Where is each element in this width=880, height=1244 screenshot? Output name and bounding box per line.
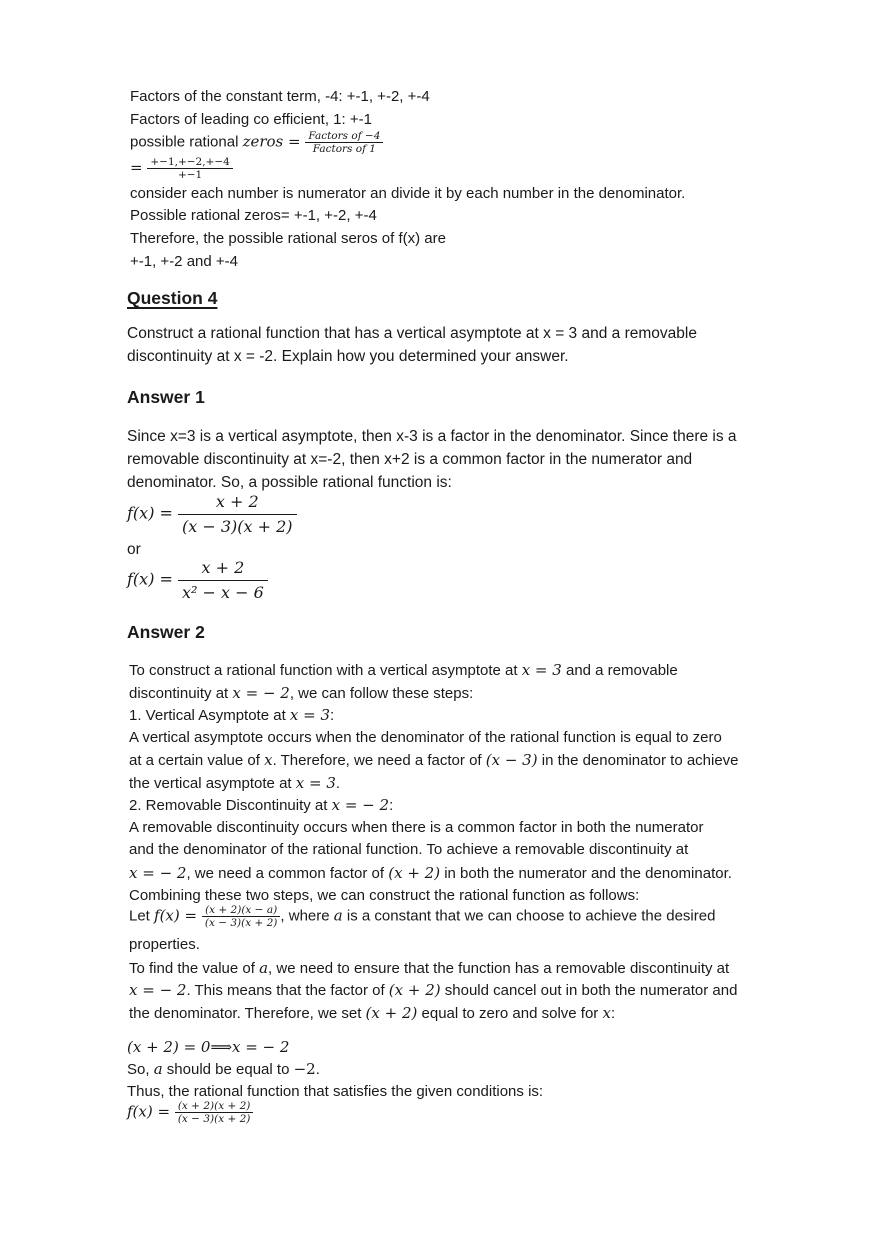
math-segment: x = − 2	[129, 981, 187, 999]
fraction-numerator: +−1,+−2,+−4	[147, 156, 233, 169]
text-segment: Let	[129, 907, 155, 925]
function-lhs: f(x) =	[154, 906, 202, 925]
zeros-result-line: +-1, +-2 and +-4	[130, 253, 238, 270]
math-segment: x	[264, 751, 273, 769]
answer-2-line-13: properties.	[129, 936, 200, 953]
text-segment: should be equal to	[162, 1061, 294, 1078]
text-segment: :	[389, 797, 394, 814]
text-segment: discontinuity at	[129, 685, 233, 702]
text-segment: equal to zero and solve for	[417, 1005, 603, 1022]
math-segment: a	[333, 906, 343, 925]
text-segment: , we need a common factor of	[186, 865, 389, 882]
answer-2-line-16	[129, 1003, 615, 1024]
text-segment: So,	[127, 1061, 154, 1078]
constant-factors-line: Factors of the constant term, -4: +-1, +-2, +-4	[130, 88, 430, 105]
math-segment: x = − 2	[129, 864, 187, 882]
text-segment: To find the value of	[129, 960, 260, 977]
math-segment: x = 3	[295, 774, 336, 792]
text-segment: To construct a rational function with a vertical asymptote at	[129, 662, 522, 679]
text-segment: at a certain value of	[129, 752, 265, 769]
text-segment: and a removable	[561, 662, 678, 679]
text-segment: . Therefore, we need a factor of	[272, 752, 486, 769]
math-segment: (x + 2)	[388, 981, 441, 999]
math-segment: x = 3	[521, 661, 562, 679]
answer-2-line-3	[129, 705, 334, 726]
fraction-numerator: Factors of −4	[305, 130, 383, 143]
fraction-denominator: +−1	[177, 169, 203, 181]
text-segment: :	[330, 707, 335, 724]
function-lhs: f(x) =	[127, 503, 179, 523]
answer-2-line-11: Combining these two steps, we can construct the rational function as follows:	[129, 887, 640, 904]
answer-2-line-2	[129, 683, 473, 704]
text-segment: .	[335, 775, 341, 792]
math-segment: a	[153, 1060, 163, 1078]
text-segment: , we need to ensure that the function has a removable discontinuity at	[268, 960, 730, 977]
or-text: or	[127, 541, 141, 558]
function-lhs: f(x) =	[127, 1102, 175, 1121]
answer-2-heading: Answer 2	[127, 622, 205, 642]
answer-2-equation: (x + 2) = 0⟹x = − 2	[127, 1038, 290, 1056]
text-segment: , we can follow these steps:	[289, 685, 474, 702]
final-fraction	[175, 1100, 254, 1125]
text-segment: 1. Vertical Asymptote at	[129, 707, 290, 724]
function-2	[127, 557, 268, 604]
answer-2-line-4: A vertical asymptote occurs when the denominator of the rational function is equal to zero	[129, 729, 722, 746]
fraction-numerator: (x + 2)(x − a)	[202, 904, 281, 917]
fraction-denominator: x² − x − 6	[182, 583, 264, 602]
fraction-numerator: x + 2	[178, 557, 268, 581]
math-segment: a	[259, 959, 269, 977]
text-segment: is a constant that we can choose to achieve the desired	[342, 907, 716, 925]
text-segment: .	[315, 1061, 320, 1078]
answer-2-line-15	[129, 980, 737, 1001]
zeros-variable: zeros	[242, 132, 284, 151]
answer-1-line-3: denominator. So, a possible rational function is:	[127, 474, 452, 491]
text-segment: 2. Removable Discontinuity at	[129, 797, 332, 814]
answer-2-line-10	[129, 863, 732, 884]
answer-1-heading: Answer 1	[127, 387, 205, 407]
function-lhs: f(x) =	[127, 569, 179, 589]
answer-2-line-1	[129, 660, 678, 681]
function-1-fraction	[178, 491, 297, 538]
math-segment: x = − 2	[232, 684, 290, 702]
text-segment: , where	[280, 907, 334, 925]
answer-2-line-12	[129, 904, 715, 929]
text-segment: in the denominator to achieve	[537, 752, 739, 769]
math-segment: (x − 3)	[485, 751, 538, 769]
leading-factors-line: Factors of leading co efficient, 1: +-1	[130, 111, 372, 128]
answer-2-final-function	[127, 1100, 253, 1125]
answer-2-line-19: Thus, the rational function that satisfies the given conditions is:	[127, 1083, 544, 1100]
answer-2-line-5	[129, 750, 739, 771]
math-segment: x	[602, 1004, 611, 1022]
equals-sign: =	[283, 132, 306, 151]
math-segment: (x + 2)	[365, 1004, 418, 1022]
fraction-denominator: (x − 3)(x + 2)	[177, 1113, 251, 1125]
fraction-denominator: Factors of 1	[312, 143, 376, 155]
answer-2-line-6	[129, 773, 340, 794]
possible-zeros-label: possible rational	[130, 133, 243, 151]
text-segment: should cancel out in both the numerator and	[440, 982, 738, 999]
text-segment: the denominator. Therefore, we set	[129, 1005, 366, 1022]
possible-zeros-formula	[130, 130, 383, 155]
text-segment: in both the numerator and the denominator.	[440, 865, 732, 882]
math-segment: −2	[293, 1060, 316, 1078]
consider-line: consider each number is numerator an divide it by each number in the denominator.	[130, 185, 686, 202]
text-segment: :	[610, 1005, 616, 1022]
question-text-line-2: discontinuity at x = -2. Explain how you determined your answer.	[127, 348, 569, 365]
answer-2-line-7	[129, 795, 393, 816]
function-1	[127, 491, 297, 538]
answer-2-line-14	[129, 958, 729, 979]
question-text-line-1: Construct a rational function that has a vertical asymptote at x = 3 and a removable	[127, 325, 697, 342]
answer-2-line-9: and the denominator of the rational function. To achieve a removable discontinuity at	[129, 841, 689, 858]
text-segment: the vertical asymptote at	[129, 775, 296, 792]
fraction-denominator: (x − 3)(x + 2)	[182, 517, 293, 536]
fraction-numerator: (x + 2)(x + 2)	[175, 1100, 254, 1113]
equals-sign: =	[130, 158, 148, 177]
fraction-denominator: (x − 3)(x + 2)	[204, 917, 278, 929]
therefore-line: Therefore, the possible rational seros of f(x) are	[130, 230, 446, 247]
answer-2-line-18	[127, 1059, 320, 1080]
function-2-fraction	[178, 557, 268, 604]
question-4-heading: Question 4	[127, 288, 218, 308]
let-fraction	[202, 904, 281, 929]
answer-1-line-2: removable discontinuity at x=-2, then x+2 is a common factor in the numerator and	[127, 451, 693, 468]
candidates-fraction	[147, 156, 233, 181]
math-segment: x = 3	[289, 706, 331, 724]
math-segment: (x + 2)	[388, 864, 441, 882]
possible-zeros-expansion	[130, 156, 233, 181]
text-segment: . This means that the factor of	[186, 982, 389, 999]
answer-1-line-1: Since x=3 is a vertical asymptote, then x-3 is a factor in the denominator. Since there is a	[127, 428, 737, 445]
factors-fraction	[305, 130, 383, 155]
answer-2-line-8: A removable discontinuity occurs when there is a common factor in both the numerator	[129, 819, 704, 836]
math-segment: x = − 2	[331, 796, 390, 814]
possible-zeros-line: Possible rational zeros= +-1, +-2, +-4	[130, 207, 377, 224]
fraction-numerator: x + 2	[178, 491, 297, 515]
